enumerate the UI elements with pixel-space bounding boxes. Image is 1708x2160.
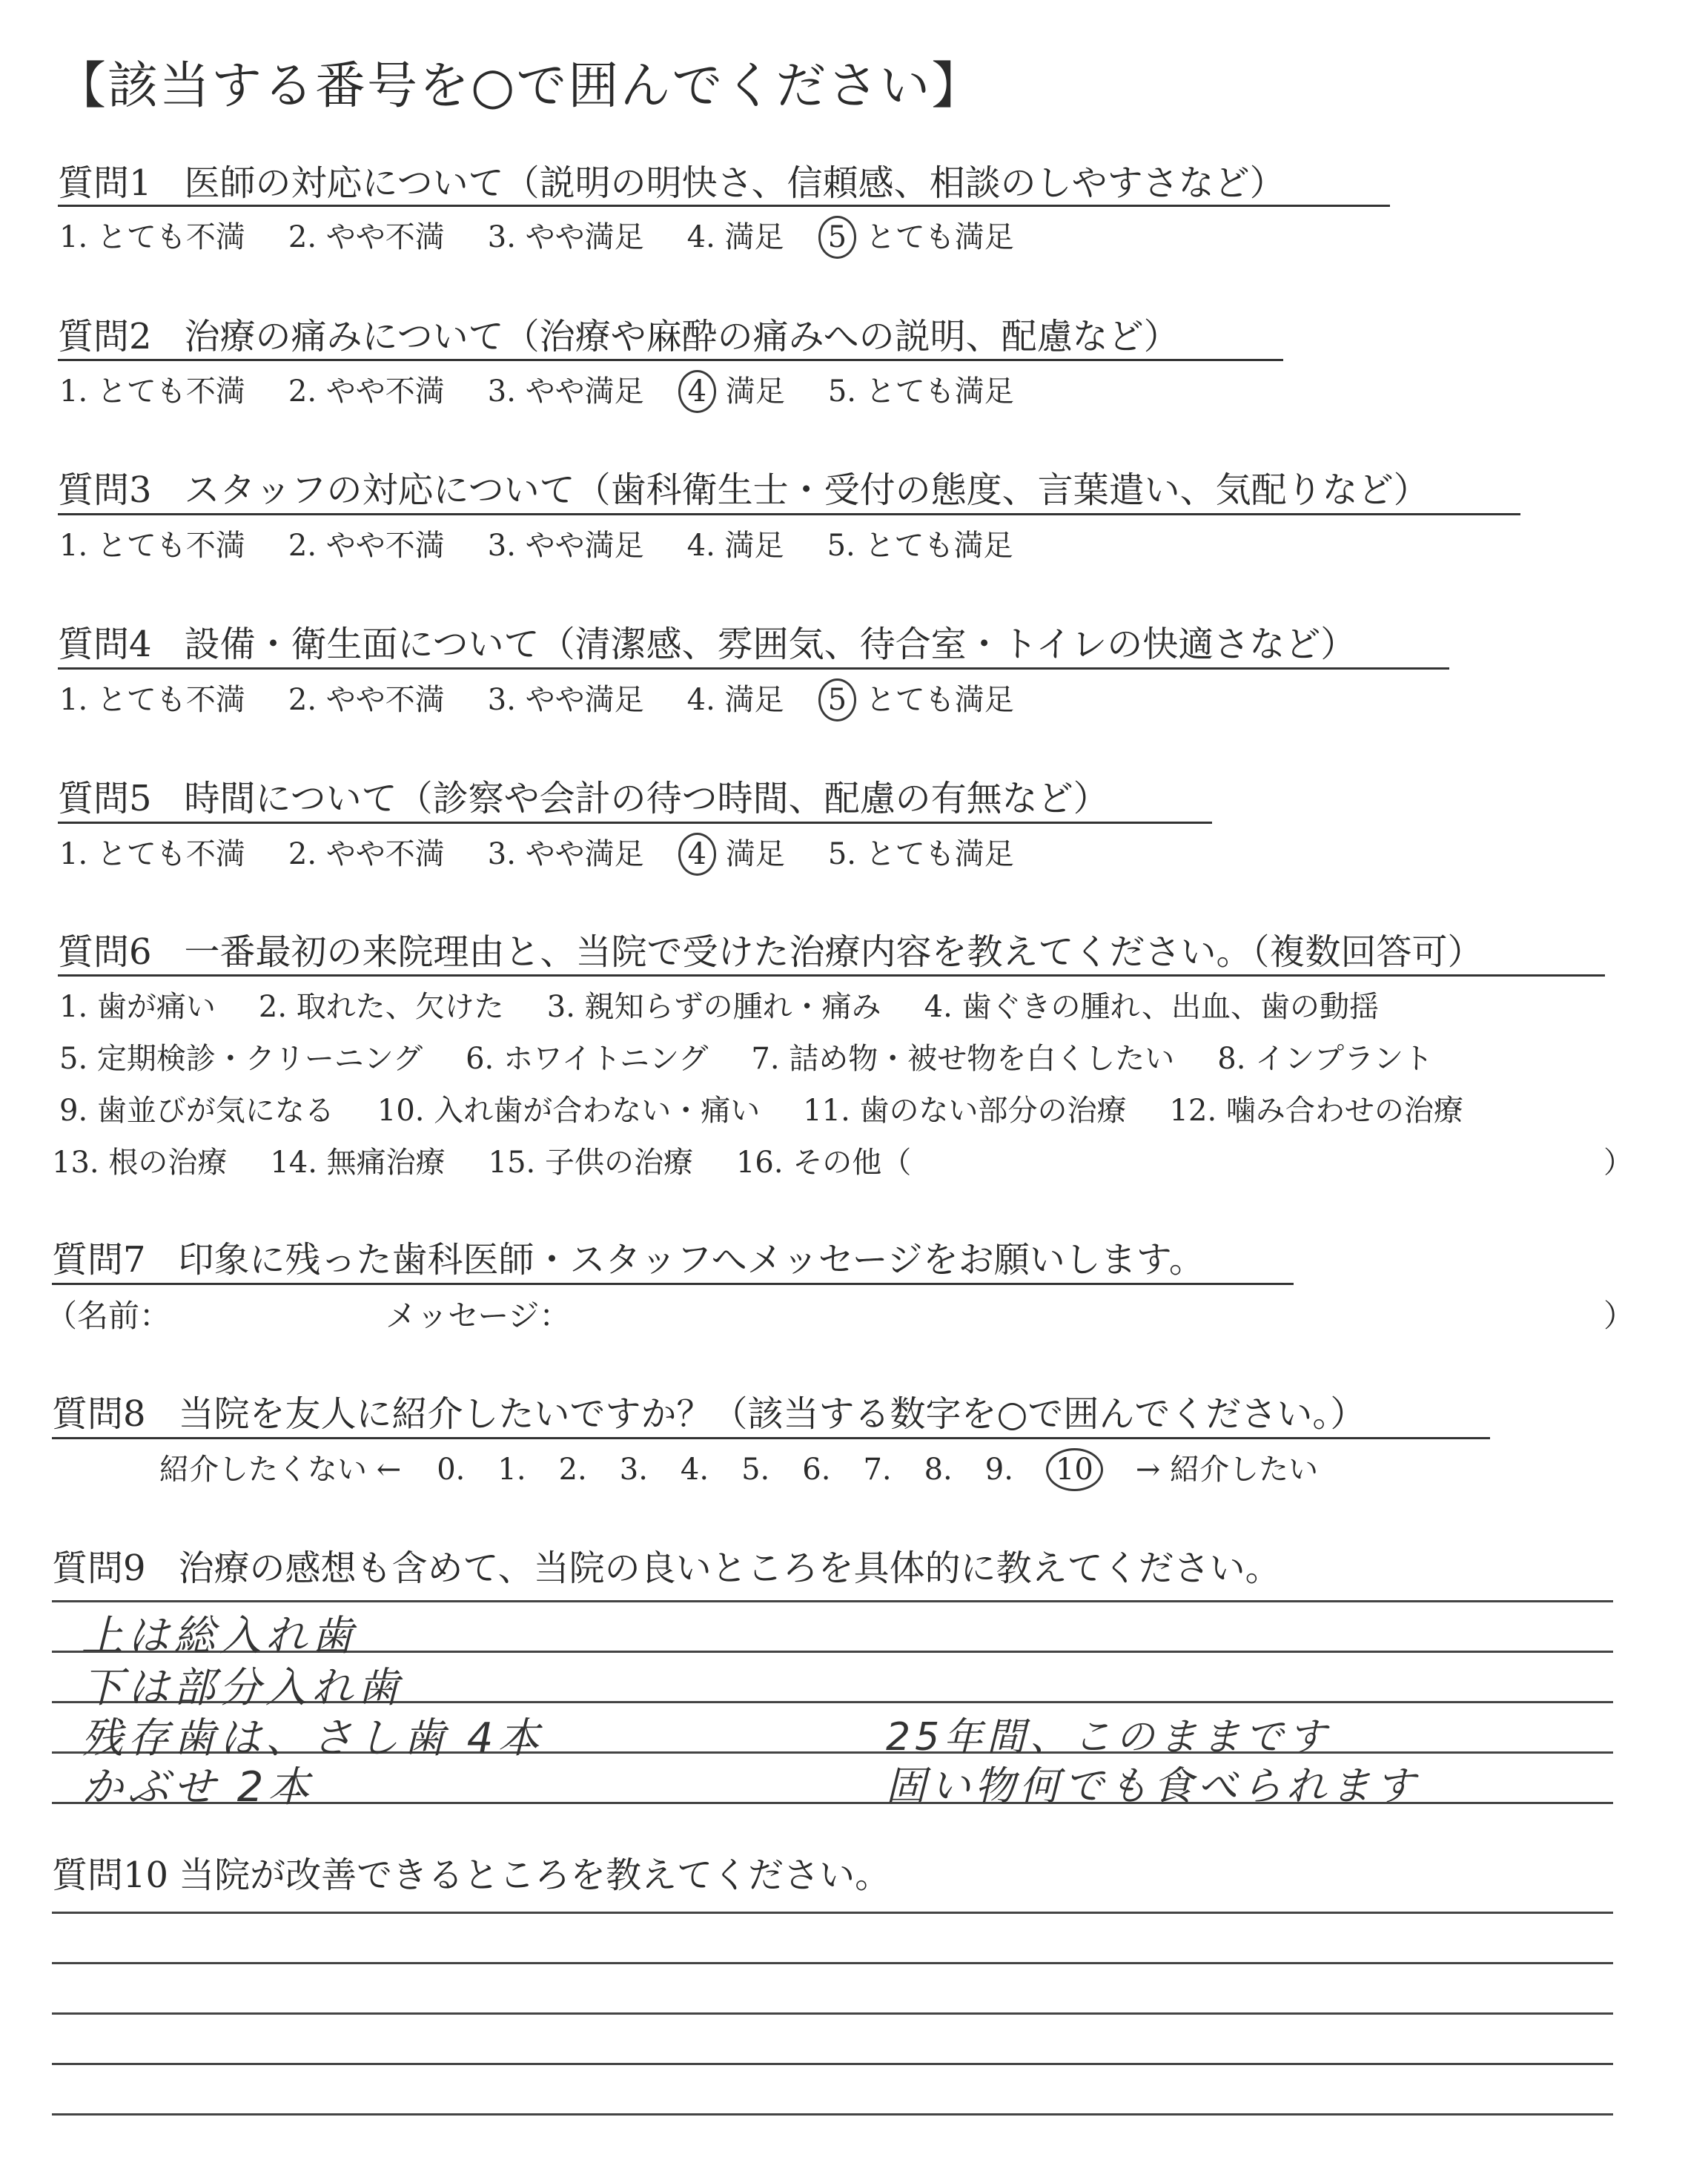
q3-heading — [58, 461, 1429, 512]
q6-option: 14. 無痛治療 — [270, 1146, 446, 1180]
q9-handwriting-line-right: 25年間、このままです — [886, 1715, 1331, 1760]
q1-options — [59, 214, 1014, 259]
q5-option-1[interactable]: 1. とても不満 — [59, 837, 245, 871]
q8-scale-option[interactable]: 3. — [619, 1453, 648, 1487]
q6-text: 一番最初の来院理由と、当院で受けた治療内容を教えてください。（複数回答可） — [184, 931, 1483, 973]
q1-option-5[interactable]: 5 とても満足 — [827, 214, 1014, 259]
q8-scale — [437, 1453, 1118, 1487]
q7-text: 印象に残った歯科医師・スタッフへメッセージをお願いします。 — [178, 1239, 1205, 1281]
q9-handwriting-line-right: 固い物何でも食べられます — [886, 1763, 1420, 1809]
q4-option-2[interactable]: 2. やや不満 — [288, 683, 445, 717]
q8-scale-option[interactable]: 5. — [741, 1453, 770, 1487]
q3-text: スタッフの対応について（歯科衛生士・受付の態度、言葉遣い、気配りなど） — [184, 469, 1429, 511]
q4-heading — [58, 615, 1356, 667]
q8-scale-option[interactable]: 4. — [680, 1453, 709, 1487]
q9-text: 治療の感想も含めて、当院の良いところを具体的に教えてください。 — [178, 1548, 1281, 1589]
q5-option-2[interactable]: 2. やや不満 — [288, 837, 445, 871]
q4-option-5[interactable]: 5 とても満足 — [827, 676, 1014, 721]
q8-number: 質問8 — [52, 1393, 146, 1435]
q10-rule — [52, 1912, 1613, 1914]
q8-left-label: 紹介したくない ← — [159, 1453, 402, 1487]
q7-heading — [52, 1231, 1205, 1282]
q5-number: 質問5 — [58, 778, 152, 819]
q6-underline — [58, 974, 1605, 977]
q6-option: 2. 取れた、欠けた — [258, 990, 504, 1024]
q6-option: 9. 歯並びが気になる — [59, 1094, 334, 1128]
q1-underline — [58, 205, 1390, 207]
q9-number: 質問9 — [52, 1548, 146, 1589]
q2-option-4[interactable]: 4 満足 — [687, 368, 785, 413]
q2-option-2[interactable]: 2. やや不満 — [288, 374, 445, 409]
q8-scale-option[interactable]: 7. — [863, 1453, 892, 1487]
q6-option: 15. 子供の治療 — [488, 1146, 693, 1180]
q6-option: 3. 親知らずの腫れ・痛み — [546, 990, 881, 1024]
q3-option-3[interactable]: 3. やや満足 — [487, 529, 644, 563]
q9-handwriting-line: かぶせ 2本 — [82, 1763, 314, 1811]
q7-number: 質問7 — [52, 1239, 146, 1281]
q10-rule — [52, 2113, 1613, 2116]
q5-heading — [58, 770, 1109, 821]
q4-option-4[interactable]: 4. 満足 — [686, 683, 784, 717]
q6-heading — [58, 923, 1483, 974]
q9-handwriting-line: 残存歯は、さし歯 4本 — [82, 1714, 544, 1763]
q3-options — [59, 522, 1013, 564]
q8-right-label: → 紹介したい — [1135, 1453, 1319, 1487]
q6-row-3 — [59, 1087, 1463, 1129]
q8-scale-option[interactable]: 10 — [1046, 1448, 1103, 1491]
q1-selected-circle: 5 — [818, 216, 856, 259]
q6-option: 1. 歯が痛い — [59, 990, 216, 1024]
q8-scale-option[interactable]: 2. — [558, 1453, 587, 1487]
q2-heading — [58, 308, 1179, 359]
q6-number: 質問6 — [58, 931, 152, 973]
q3-number: 質問3 — [58, 469, 152, 511]
q2-selected-circle: 4 — [678, 370, 716, 413]
q6-option: 16. その他（ — [735, 1146, 912, 1180]
q8-scale-option[interactable]: 6. — [802, 1453, 831, 1487]
q6-option: 13. 根の治療 — [52, 1146, 228, 1180]
q6-option: 8. インプラント — [1217, 1042, 1434, 1076]
q4-option-1[interactable]: 1. とても不満 — [59, 683, 245, 717]
q3-option-4[interactable]: 4. 満足 — [686, 529, 784, 563]
q10-number: 質問10 — [52, 1855, 169, 1896]
q3-option-2[interactable]: 2. やや不満 — [288, 529, 445, 563]
q6-option: 4. 歯ぐきの腫れ、出血、歯の動揺 — [924, 990, 1379, 1024]
q9-handwriting-line: 下は部分入れ歯 — [82, 1664, 403, 1712]
q5-option-5[interactable]: 5. とても満足 — [827, 837, 1014, 871]
q5-selected-circle: 4 — [678, 833, 716, 876]
q4-number: 質問4 — [58, 624, 152, 665]
q4-underline — [58, 667, 1449, 670]
q1-option-1[interactable]: 1. とても不満 — [59, 220, 245, 254]
form-title: 【該当する番号を○で囲んでください】 — [56, 57, 984, 116]
q5-option-3[interactable]: 3. やや満足 — [487, 837, 644, 871]
q8-scale-option[interactable]: 9. — [984, 1453, 1013, 1487]
q7-underline — [52, 1283, 1294, 1285]
q10-text: 当院が改善できるところを教えてください。 — [179, 1855, 891, 1896]
q3-option-5[interactable]: 5. とても満足 — [827, 529, 1013, 563]
q5-text: 時間について（診察や会計の待つ時間、配慮の有無など） — [184, 778, 1109, 819]
q1-number: 質問1 — [58, 162, 152, 204]
q5-underline — [58, 822, 1212, 824]
q8-heading — [52, 1385, 1366, 1436]
q8-text: 当院を友人に紹介したいですか？（該当する数字を○で囲んでください。） — [178, 1393, 1366, 1435]
q3-underline — [58, 513, 1520, 515]
q1-text: 医師の対応について（説明の明快さ、信頼感、相談のしやすさなど） — [184, 162, 1285, 204]
q8-scale-option[interactable]: 8. — [924, 1453, 953, 1487]
q7-close-paren: ） — [1603, 1298, 1635, 1334]
q1-option-4[interactable]: 4. 満足 — [686, 220, 784, 254]
q6-row-2 — [59, 1035, 1433, 1077]
q8-scale-option[interactable]: 1. — [497, 1453, 526, 1487]
q1-option-2[interactable]: 2. やや不満 — [288, 220, 445, 254]
q2-option-3[interactable]: 3. やや満足 — [487, 374, 644, 409]
q6-option: 7. 詰め物・被せ物を白くしたい — [751, 1042, 1175, 1076]
q7-message-label: メッセージ： — [385, 1298, 571, 1334]
q6-option: 6. ホワイトニング — [466, 1042, 709, 1076]
q4-options — [59, 676, 1014, 721]
q2-number: 質問2 — [58, 316, 152, 357]
q2-option-5[interactable]: 5. とても満足 — [827, 374, 1014, 409]
q8-scale-row — [159, 1446, 1318, 1491]
q6-option: 10. 入れ歯が合わない・痛い — [377, 1094, 761, 1128]
q2-underline — [58, 359, 1283, 361]
q6-option: 11. 歯のない部分の治療 — [803, 1094, 1127, 1128]
q1-option-3[interactable]: 3. やや満足 — [487, 220, 644, 254]
q2-option-1[interactable]: 1. とても不満 — [59, 374, 245, 409]
q4-selected-circle: 5 — [818, 678, 856, 721]
q5-option-4[interactable]: 4 満足 — [687, 830, 785, 876]
q6-row-4 — [52, 1139, 911, 1181]
q5-options — [59, 830, 1014, 876]
q4-text: 設備・衛生面について（清潔感、雰囲気、待合室・トイレの快適さなど） — [184, 624, 1357, 665]
q6-option: 5. 定期検診・クリーニング — [59, 1042, 423, 1076]
q7-name-label: （名前： — [46, 1298, 171, 1334]
q2-options — [59, 368, 1014, 413]
q1-heading — [58, 154, 1285, 205]
q8-underline — [52, 1437, 1490, 1439]
q9-rule — [52, 1600, 1613, 1602]
q4-option-3[interactable]: 3. やや満足 — [487, 683, 644, 717]
q9-handwriting-line: 上は総入れ歯 — [82, 1612, 357, 1660]
q10-heading — [52, 1846, 890, 1898]
q10-rule — [52, 2012, 1613, 2015]
q6-close-paren: ） — [1603, 1146, 1633, 1180]
q8-scale-option[interactable]: 0. — [437, 1453, 466, 1487]
q6-option: 12. 噛み合わせの治療 — [1169, 1094, 1463, 1128]
q10-rule — [52, 2063, 1613, 2065]
q10-rule — [52, 1962, 1613, 1964]
q9-heading — [52, 1539, 1281, 1591]
q2-text: 治療の痛みについて（治療や麻酔の痛みへの説明、配慮など） — [184, 316, 1179, 357]
q6-row-1 — [59, 983, 1379, 1025]
q3-option-1[interactable]: 1. とても不満 — [59, 529, 245, 563]
